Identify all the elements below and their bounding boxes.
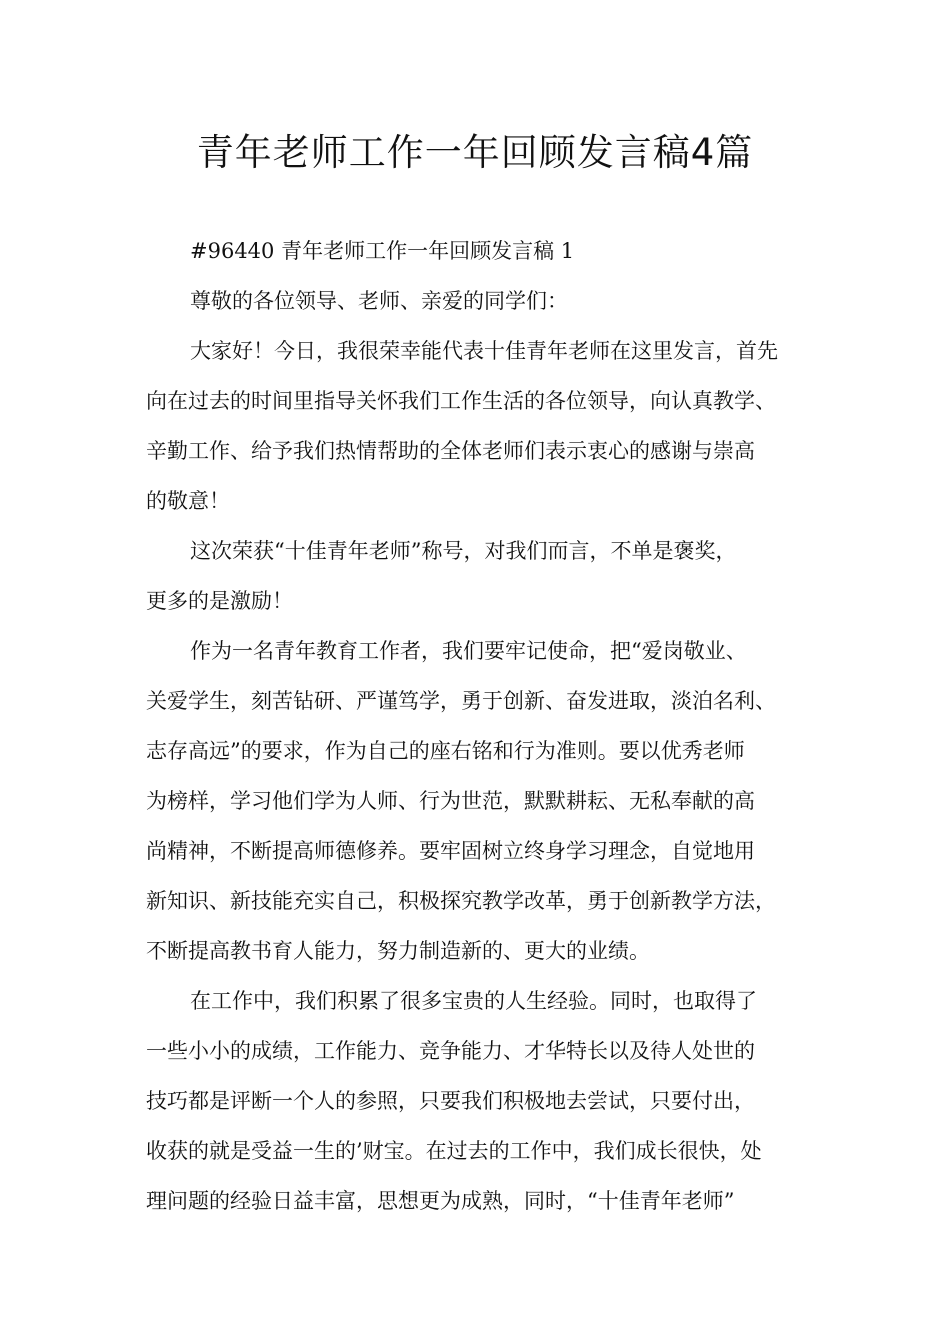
body-line: 在工作中，我们积累了很多宝贵的人生经验。同时，也取得了 [190,989,757,1013]
document-title: 青年老师工作一年回顾发言稿4篇 [196,131,754,174]
body-line: 大家好！今日，我很荣幸能代表十佳青年老师在这里发言，首先 [190,339,778,363]
body-line: 作为一名青年教育工作者，我们要牢记使命，把“爱岗敬业、 [190,639,747,663]
body-line: 志存高远”的要求，作为自己的座右铭和行为准则。要以优秀老师 [146,739,745,763]
body-line: 辛勤工作、给予我们热情帮助的全体老师们表示衷心的感谢与崇高 [146,439,755,463]
document-body [146,226,826,1226]
body-line: #96440 青年老师工作一年回顾发言稿 1 [190,239,575,263]
body-line: 理问题的经验日益丰富，思想更为成熟，同时，“十佳青年老师” [146,1189,735,1213]
body-line: 收获的就是受益一生的’财宝。在过去的工作中，我们成长很快，处 [146,1139,762,1163]
body-line: 新知识、新技能充实自己，积极探究教学改革，勇于创新教学方法， [146,889,776,913]
body-line: 尊敬的各位领导、老师、亲爱的同学们： [190,289,568,313]
body-line: 一些小小的成绩，工作能力、竞争能力、才华特长以及待人处世的 [146,1039,755,1063]
body-line: 向在过去的时间里指导关怀我们工作生活的各位领导，向认真教学、 [146,389,776,413]
body-line: 更多的是激励！ [146,589,293,613]
body-line: 为榜样，学习他们学为人师、行为世范，默默耕耘、无私奉献的高 [146,789,755,813]
body-line: 这次荣获“十佳青年老师”称号，对我们而言，不单是褒奖， [190,539,737,563]
body-line: 不断提高教书育人能力，努力制造新的、更大的业绩。 [146,939,650,963]
body-line: 的敬意！ [146,489,230,513]
body-line: 关爱学生，刻苦钻研、严谨笃学，勇于创新、奋发进取，淡泊名利、 [146,689,776,713]
body-line: 尚精神，不断提高师德修养。要牢固树立终身学习理念，自觉地用 [146,839,755,863]
body-line: 技巧都是评断一个人的参照，只要我们积极地去尝试，只要付出， [146,1089,755,1113]
